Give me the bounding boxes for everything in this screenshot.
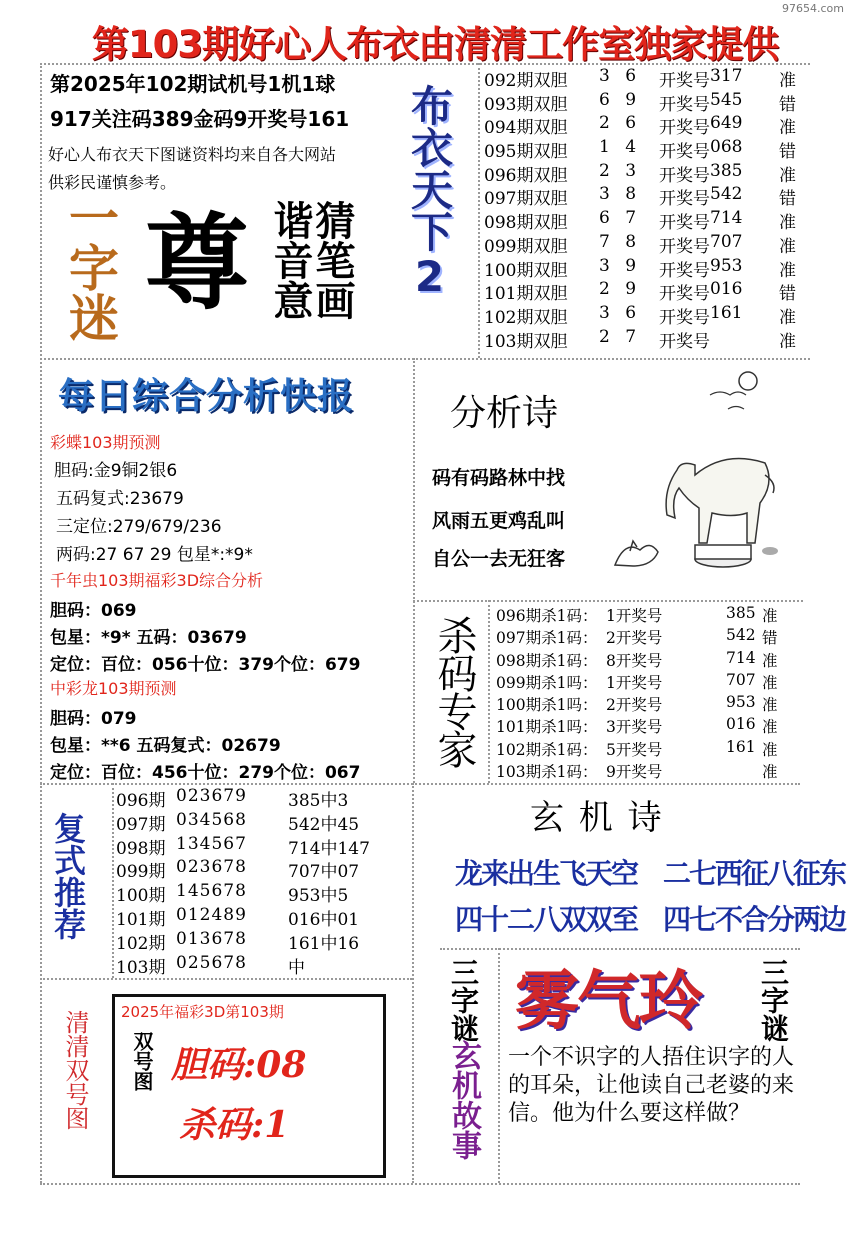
double-pair: 6 9 <box>599 89 637 110</box>
compound-code: 023679 <box>176 786 247 806</box>
kill-row <box>496 604 806 626</box>
trial-line-2: 917关注码389金码9开奖号161 <box>50 107 350 131</box>
double-pair: 2 3 <box>599 160 637 181</box>
kill-result: 准 <box>762 718 778 737</box>
watermark: 97654.com <box>782 2 844 15</box>
compound-issue: 097期 <box>116 814 166 835</box>
double-issue: 101期双胆 <box>484 284 568 305</box>
kill-result: 准 <box>762 651 778 670</box>
compound-code: 013678 <box>176 928 247 949</box>
s1-line-1: 胆码:金9铜2银6 <box>54 461 178 481</box>
double-row <box>484 184 814 208</box>
double-result: 准 <box>779 118 796 139</box>
kill-title: 杀码专家 <box>431 615 477 767</box>
double-row <box>484 232 814 256</box>
double-num: 542 <box>710 184 743 205</box>
kill-issue: 103期杀1码： <box>496 763 598 782</box>
kill-text: 2开奖号 <box>606 629 663 648</box>
kill-issue: 100期杀1吗： <box>496 696 598 715</box>
poem-line-3: 自公一去无狂客 <box>432 548 566 570</box>
double-issue: 100期双胆 <box>484 260 568 281</box>
double-issue: 097期双胆 <box>484 189 568 210</box>
xuanji-line-1: 龙来出生飞天空 二七西征八征东 <box>455 857 846 890</box>
kill-text: 1开奖号 <box>606 673 663 692</box>
double-issue: 093期双胆 <box>484 94 568 115</box>
compound-row <box>116 905 416 929</box>
compound-code: 012489 <box>176 904 247 925</box>
riddle-left-text: 一字迷 <box>61 192 119 342</box>
double-label: 开奖号 <box>659 307 710 328</box>
double-issue: 095期双胆 <box>484 142 568 163</box>
double-result: 准 <box>779 165 796 186</box>
double-label: 开奖号 <box>659 284 710 305</box>
double-num: 714 <box>710 208 743 229</box>
trial-note-1: 好心人布衣天下图谜资料均来自各大网站 <box>48 145 337 164</box>
kill-result: 准 <box>762 740 778 759</box>
xuanji-title: 玄 机 诗 <box>530 798 664 838</box>
compound-row <box>116 834 416 858</box>
s3-line-1: 胆码：079 <box>50 709 137 729</box>
card-sha: 杀码:1 <box>179 1104 290 1146</box>
s2-title: 千年虫103期福彩3D综合分析 <box>50 571 264 590</box>
compound-result: 953中5 <box>288 886 349 907</box>
compound-row <box>116 786 416 810</box>
compound-code: 025678 <box>176 952 247 973</box>
s1-line-3: 三定位:279/679/236 <box>56 517 222 537</box>
compound-result: 714中147 <box>288 838 370 859</box>
double-label: 开奖号 <box>659 118 710 139</box>
double-num: 953 <box>710 255 743 276</box>
s2-line-2: 包星：*9* 五码：03679 <box>50 628 247 648</box>
kill-issue: 099期杀1吗： <box>496 673 598 692</box>
double-issue: 103期双胆 <box>484 331 568 352</box>
kill-row <box>496 671 806 693</box>
double-label: 开奖号 <box>659 260 710 281</box>
double-label: 开奖号 <box>659 71 710 91</box>
kill-text: 5开奖号 <box>606 740 663 759</box>
kill-text: 9开奖号 <box>606 763 663 782</box>
compound-code: 034568 <box>176 809 247 830</box>
compound-code: 023678 <box>176 857 247 878</box>
kill-result: 准 <box>762 673 778 692</box>
double-row <box>484 90 814 114</box>
kill-row <box>496 626 806 648</box>
kill-row <box>496 649 806 671</box>
riddle-col-a: 猜笔画 <box>309 200 355 320</box>
double-label: 开奖号 <box>659 165 710 186</box>
double-num: 068 <box>710 137 743 158</box>
kill-issue: 098期杀1码： <box>496 651 598 670</box>
kill-issue: 097期杀1码： <box>496 629 598 648</box>
double-row <box>484 137 814 161</box>
double-pair: 7 8 <box>599 231 637 252</box>
card-dan: 胆码:08 <box>171 1044 307 1086</box>
compound-row <box>116 953 416 977</box>
double-num: 707 <box>710 231 743 252</box>
compound-result: 385中3 <box>288 791 349 811</box>
double-result: 准 <box>779 236 796 257</box>
compound-issue: 099期 <box>116 862 166 883</box>
kill-text: 1开奖号 <box>606 607 663 625</box>
double-issue: 096期双胆 <box>484 165 568 186</box>
compound-title: 复式推荐 <box>49 812 87 940</box>
kill-num: 542 <box>726 626 756 645</box>
three-left: 三字谜 <box>447 958 480 1042</box>
compound-code: 134567 <box>176 833 247 854</box>
double-pair: 2 7 <box>599 326 637 347</box>
story-side-label: 玄机故事 <box>446 1040 481 1160</box>
kill-row <box>496 738 806 760</box>
kill-issue: 102期杀1码： <box>496 740 598 759</box>
double-issue: 098期双胆 <box>484 213 568 234</box>
double-pair: 3 9 <box>599 255 637 276</box>
s2-line-3: 定位：百位：056十位：379个位：679 <box>50 655 361 675</box>
s2-line-1: 胆码：069 <box>50 601 137 621</box>
double-label: 开奖号 <box>659 213 710 234</box>
s1-title: 彩蝶103期预测 <box>50 433 161 452</box>
double-label: 开奖号 <box>659 94 710 115</box>
kill-issue: 101期杀1吗： <box>496 718 598 737</box>
kill-text: 2开奖号 <box>606 696 663 715</box>
compound-row <box>116 810 416 834</box>
double-pair: 3 6 <box>599 66 637 86</box>
double-result: 准 <box>779 331 796 352</box>
s3-line-2: 包星：**6 五码复式：02679 <box>50 736 281 756</box>
compound-row <box>116 881 416 905</box>
kill-row <box>496 715 806 737</box>
double-issue: 099期双胆 <box>484 236 568 257</box>
double-result: 准 <box>779 307 796 328</box>
kill-result: 错 <box>762 629 778 648</box>
kill-result: 准 <box>762 763 778 782</box>
compound-result: 161中16 <box>288 933 360 954</box>
ox-illustration <box>600 365 810 585</box>
double-pair: 6 7 <box>599 208 637 229</box>
double-row <box>484 256 814 280</box>
double-result: 错 <box>779 142 796 163</box>
three-right: 三字谜 <box>757 958 790 1042</box>
riddle-center-char: 尊 <box>145 201 250 324</box>
compound-code: 145678 <box>176 881 247 902</box>
s3-title: 中彩龙103期预测 <box>50 679 177 698</box>
double-issue: 092期双胆 <box>484 71 568 91</box>
qingqing-card <box>112 994 386 1178</box>
double-pair: 2 9 <box>599 279 637 300</box>
compound-issue: 101期 <box>116 909 166 930</box>
double-num: 649 <box>710 113 743 134</box>
kill-text: 3开奖号 <box>606 718 663 737</box>
double-num: 016 <box>710 279 743 300</box>
kill-result: 准 <box>762 607 778 625</box>
double-row <box>484 113 814 137</box>
compound-issue: 100期 <box>116 886 166 907</box>
analysis-block <box>50 430 410 785</box>
double-label: 开奖号 <box>659 331 710 352</box>
kill-num: 385 <box>726 604 756 622</box>
double-row <box>484 303 814 327</box>
kill-num: 953 <box>726 693 756 712</box>
xuanji-line-2: 四十二八双双至 四七不合分两边 <box>455 903 846 936</box>
double-result: 错 <box>779 284 796 305</box>
compound-result: 中 <box>288 957 305 978</box>
s1-line-4: 两码:27 67 29 包星*:*9* <box>56 545 253 565</box>
double-result: 准 <box>779 71 796 91</box>
compound-issue: 096期 <box>116 791 166 811</box>
compound-issue: 102期 <box>116 933 166 954</box>
kill-result: 准 <box>762 696 778 715</box>
double-label: 开奖号 <box>659 142 710 163</box>
double-num: 385 <box>710 160 743 181</box>
kill-num: 707 <box>726 670 756 689</box>
double-result: 准 <box>779 260 796 281</box>
card-side: 双号图 <box>130 1031 154 1091</box>
compound-issue: 098期 <box>116 838 166 859</box>
double-result: 错 <box>779 189 796 210</box>
s1-line-2: 五码复式:23679 <box>56 489 184 509</box>
double-row <box>484 66 814 90</box>
double-num: 545 <box>710 89 743 110</box>
kill-issue: 096期杀1码： <box>496 607 598 625</box>
poem-line-2: 风雨五更鸡乱叫 <box>432 510 566 532</box>
compound-result: 016中01 <box>288 909 360 930</box>
s3-line-3: 定位：百位：456十位：279个位：067 <box>50 763 361 783</box>
trial-line-1: 第2025年102期试机号1机1球 <box>50 72 336 96</box>
trial-note-2: 供彩民谨慎参考。 <box>48 173 177 192</box>
compound-row <box>116 857 416 881</box>
double-label: 开奖号 <box>659 236 710 257</box>
double-pair: 3 6 <box>599 302 637 323</box>
brand-name: 布衣天下2 <box>405 84 454 301</box>
double-result: 准 <box>779 213 796 234</box>
double-list <box>484 66 814 350</box>
double-pair: 1 4 <box>599 137 637 158</box>
kill-row <box>496 760 806 782</box>
compound-issue: 103期 <box>116 957 166 978</box>
double-result: 错 <box>779 94 796 115</box>
page-title: 第103期好心人布衣由清清工作室独家提供 <box>91 23 779 66</box>
compound-row <box>116 929 416 953</box>
double-issue: 102期双胆 <box>484 307 568 328</box>
double-label: 开奖号 <box>659 189 710 210</box>
daily-title: 每日综合分析快报 <box>58 376 355 417</box>
kill-row <box>496 693 806 715</box>
double-num: 317 <box>710 66 743 86</box>
double-issue: 094期双胆 <box>484 118 568 139</box>
compound-result: 542中45 <box>288 814 360 835</box>
kill-text: 8开奖号 <box>606 651 663 670</box>
kill-list <box>496 604 806 782</box>
poem-title: 分析诗 <box>450 393 559 434</box>
kill-num: 161 <box>726 737 756 756</box>
kill-num: 714 <box>726 648 756 667</box>
card-title: 2025年福彩3D第103期 <box>121 1003 284 1021</box>
double-pair: 2 6 <box>599 113 637 134</box>
riddle-col-b: 谐音意 <box>267 200 313 320</box>
compound-result: 707中07 <box>288 862 360 883</box>
double-pair: 3 8 <box>599 184 637 205</box>
compound-list <box>116 786 416 976</box>
double-num: 161 <box>710 302 743 323</box>
three-word: 雾气玲 <box>515 965 701 1039</box>
story-text: 一个不识字的人捂住识字的人的耳朵，让他读自己老婆的来信。他为什么要这样做？ <box>508 1045 795 1126</box>
qingqing-side-label: 清清双号图 <box>61 1010 89 1130</box>
kill-num: 016 <box>726 715 756 734</box>
double-row <box>484 279 814 303</box>
poem-line-1: 码有码路林中找 <box>432 467 566 489</box>
double-row <box>484 327 814 351</box>
double-row <box>484 161 814 185</box>
double-row <box>484 208 814 232</box>
